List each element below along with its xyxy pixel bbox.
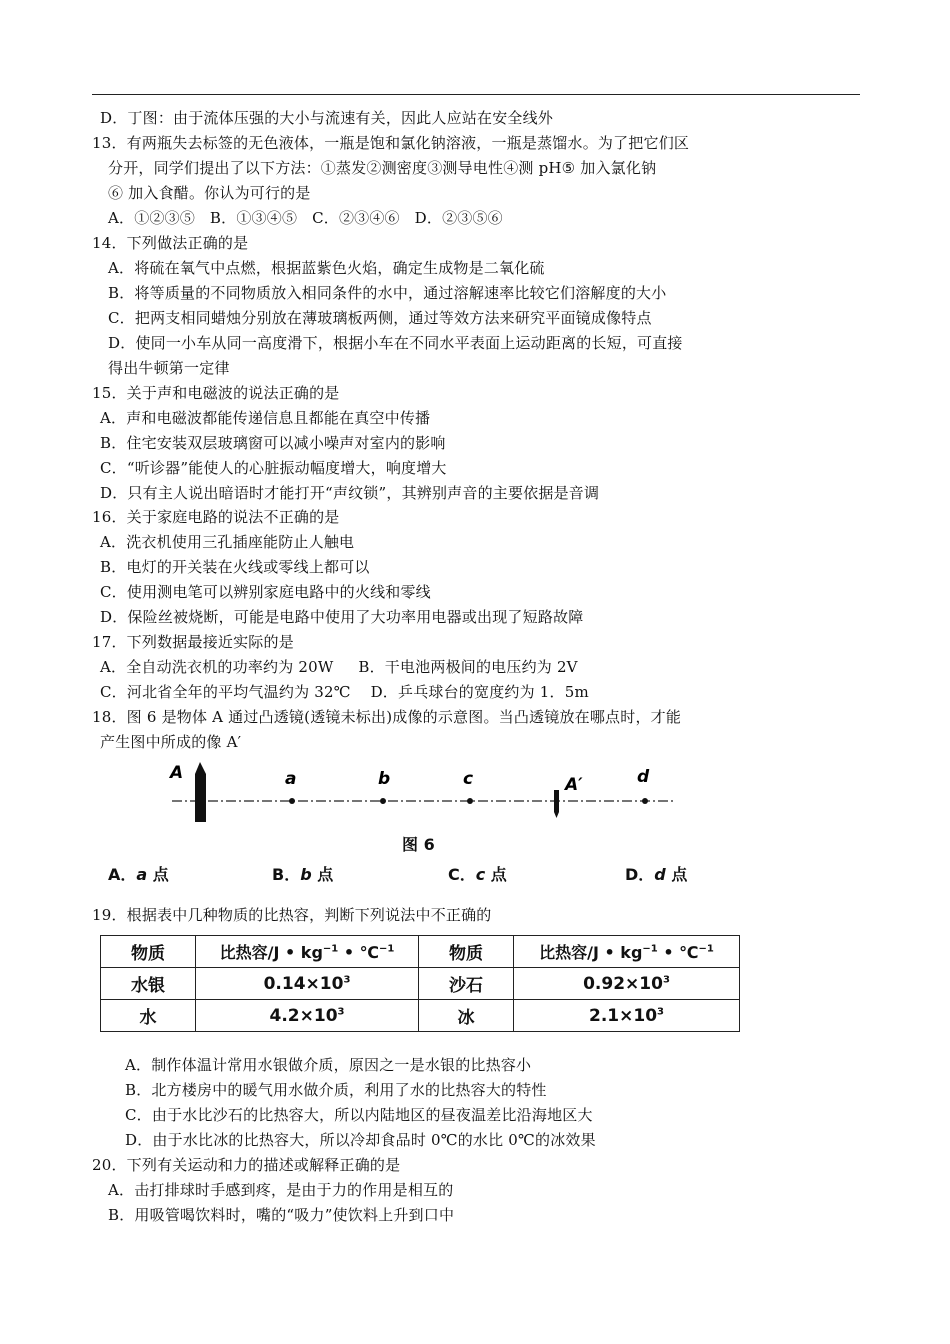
label-image-a-prime: A′ — [565, 775, 583, 795]
q19-option-b: B．北方楼房中的暖气用水做介质，利用了水的比热容大的特性 — [125, 1081, 547, 1099]
q15-stem: 15．关于声和电磁波的说法正确的是 — [92, 384, 340, 402]
label-point-d: d — [637, 767, 650, 787]
q13-stem-2: 分开，同学们提出了以下方法：①蒸发②测密度③测导电性④测 pH⑤ 加入氯化钠 — [108, 159, 657, 177]
q14-option-b: B．将等质量的不同物质放入相同条件的水中，通过溶解速率比较它们溶解度的大小 — [108, 284, 667, 302]
q16-option-d: D．保险丝被烧断，可能是电路中使用了大功率用电器或出现了短路故障 — [100, 608, 584, 626]
q15-option-c: C．“听诊器”能使人的心脏振动幅度增大，响度增大 — [100, 459, 447, 477]
label-point-a: a — [285, 769, 297, 789]
q18-option-b: B．b 点 — [272, 865, 334, 884]
q20-option-b: B．用吸管喝饮料时，嘴的“吸力”使饮料上升到口中 — [108, 1206, 455, 1224]
header-rule — [92, 94, 860, 95]
q16-stem: 16．关于家庭电路的说法不正确的是 — [92, 508, 340, 526]
q17-options-ab: A．全自动洗衣机的功率约为 20W B．干电池两极间的电压约为 2V — [100, 658, 578, 676]
label-object-a: A — [170, 763, 184, 783]
header-heat-1: 比热容/J • $kg^{-1}$ • ℃$^{-1}$ — [196, 936, 419, 968]
label-point-c: c — [463, 769, 474, 789]
object-a — [195, 780, 206, 822]
point-c — [467, 798, 473, 804]
q18-option-d: D．d 点 — [625, 865, 688, 884]
specific-heat-table — [100, 935, 740, 1032]
label-point-b: b — [378, 769, 391, 789]
table-row — [101, 968, 740, 1000]
image-a-prime-tip — [554, 812, 559, 818]
cell-ice-value: $2.1\times 10^3$ — [514, 1000, 740, 1032]
q19-option-d: D．由于水比冰的比热容大，所以冷却食品时 0℃的水比 0℃的冰效果 — [125, 1131, 596, 1149]
q14-option-c: C．把两支相同蜡烛分别放在薄玻璃板两侧，通过等效方法来研究平面镜成像特点 — [108, 309, 652, 327]
cell-mercury-value: $0.14\times 10^3$ — [196, 968, 419, 1000]
q12-option-d: D．丁图：由于流体压强的大小与流速有关，因此人应站在安全线外 — [100, 109, 554, 127]
cell-water: 水 — [101, 1000, 196, 1032]
q18-stem: 18．图 6 是物体 A 通过凸透镜(透镜未标出)成像的示意图。当凸透镜放在哪点时，才能 — [92, 708, 682, 726]
q19-stem: 19．根据表中几种物质的比热容，判断下列说法中不正确的 — [92, 906, 492, 924]
point-b — [380, 798, 386, 804]
q13-stem: 13．有两瓶失去标签的无色液体，一瓶是饱和氯化钠溶液，一瓶是蒸馏水。为了把它们区 — [92, 134, 690, 152]
q19-option-a: A．制作体温计常用水银做介质，原因之一是水银的比热容小 — [125, 1056, 532, 1074]
cell-ice: 冰 — [419, 1000, 514, 1032]
q14-option-d: D．使同一小车从同一高度滑下，根据小车在不同水平表面上运动距离的长短，可直接 — [108, 334, 683, 352]
q15-option-d: D．只有主人说出暗语时才能打开“声纹锁”，其辨别声音的主要依据是音调 — [100, 484, 600, 502]
q13-stem-3: ⑥ 加入食醋。你认为可行的是 — [108, 184, 311, 202]
table-header-row — [101, 936, 740, 968]
q14-option-a: A．将硫在氧气中点燃，根据蓝紫色火焰，确定生成物是二氧化硫 — [108, 259, 545, 277]
q13-options: A．①②③⑤ B．①③④⑤ C．②③④⑥ D．②③⑤⑥ — [108, 209, 503, 227]
q15-option-b: B．住宅安装双层玻璃窗可以减小噪声对室内的影响 — [100, 434, 446, 452]
header-substance-2: 物质 — [419, 936, 514, 968]
q17-options-cd: C．河北省全年的平均气温约为 32℃ D．乒乓球台的宽度约为 1．5m — [100, 683, 589, 701]
q17-stem: 17．下列数据最接近实际的是 — [92, 633, 294, 651]
q16-option-a: A．洗衣机使用三孔插座能防止人触电 — [100, 533, 355, 551]
header-substance-1: 物质 — [101, 936, 196, 968]
q19-option-c: C．由于水比沙石的比热容大，所以内陆地区的昼夜温差比沿海地区大 — [125, 1106, 593, 1124]
cell-sand: 沙石 — [419, 968, 514, 1000]
point-a — [289, 798, 295, 804]
q20-stem: 20．下列有关运动和力的描述或解释正确的是 — [92, 1156, 401, 1174]
q18-option-a: A．a 点 — [108, 865, 169, 884]
image-a-prime — [554, 790, 559, 812]
q15-option-a: A．声和电磁波都能传递信息且都能在真空中传播 — [100, 409, 431, 427]
table-row — [101, 1000, 740, 1032]
cell-water-value: $4.2\times 10^3$ — [196, 1000, 419, 1032]
cell-sand-value: $0.92\times 10^3$ — [514, 968, 740, 1000]
q20-option-a: A．击打排球时手感到疼，是由于力的作用是相互的 — [108, 1181, 454, 1199]
q14-stem: 14．下列做法正确的是 — [92, 234, 249, 252]
q14-option-d-cont: 得出牛顿第一定律 — [108, 359, 230, 377]
q16-option-c: C．使用测电笔可以辨别家庭电路中的火线和零线 — [100, 583, 431, 601]
header-heat-2: 比热容/J • $kg^{-1}$ • ℃$^{-1}$ — [514, 936, 740, 968]
point-d — [642, 798, 648, 804]
figure-6-lens-diagram — [160, 760, 680, 830]
q16-option-b: B．电灯的开关装在火线或零线上都可以 — [100, 558, 370, 576]
q18-option-c: C．c 点 — [448, 865, 507, 884]
figure-caption: 图 6 — [402, 835, 435, 854]
q18-stem-2: 产生图中所成的像 A′ — [100, 733, 242, 751]
object-a-flame — [195, 762, 206, 782]
cell-mercury: 水银 — [101, 968, 196, 1000]
